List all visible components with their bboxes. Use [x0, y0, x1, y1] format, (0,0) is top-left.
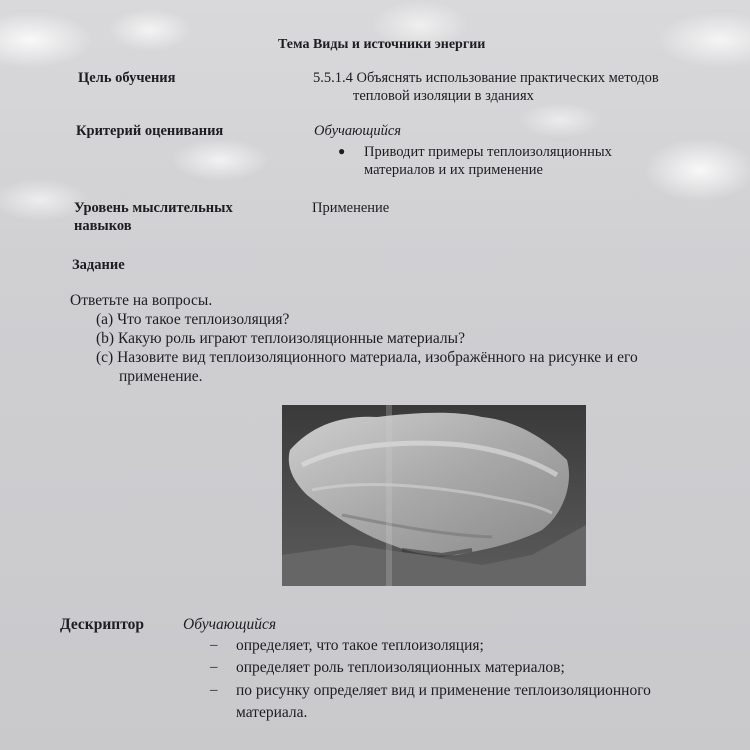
thinking-level-label-line2: навыков [74, 218, 132, 234]
question-c-line2: применение. [119, 368, 203, 385]
descriptor-item-3-line2: материала. [236, 704, 308, 721]
dash-icon: – [210, 682, 218, 698]
question-a: (a) Что такое теплоизоляция? [96, 311, 290, 328]
bullet-icon: ● [338, 144, 346, 158]
criterion-item-line2: материалов и их применение [364, 162, 543, 178]
insulation-material-photo [282, 405, 586, 586]
topic-title: Тема Виды и источники энергии [278, 37, 486, 52]
dash-icon: – [210, 659, 218, 675]
descriptor-item-1: определяет, что такое теплоизоляция; [236, 637, 484, 654]
descriptor-subject: Обучающийся [183, 616, 277, 633]
learning-goal-text-line2: тепловой изоляции в зданиях [353, 88, 534, 104]
criterion-item-line1: Приводит примеры теплоизоляционных [364, 144, 612, 160]
learning-goal-text-line1: 5.5.1.4 Объяснять использование практических методов [313, 70, 659, 86]
thinking-level-value: Применение [312, 200, 390, 216]
criterion-subject: Обучающийся [314, 123, 402, 139]
question-c-line1: (c) Назовите вид теплоизоляционного материала, изображённого на рисунке и его [96, 349, 638, 366]
question-b: (b) Какую роль играют теплоизоляционные материалы? [96, 330, 465, 347]
descriptor-label: Дескриптор [60, 616, 144, 633]
descriptor-item-2: определяет роль теплоизоляционных материалов; [236, 659, 565, 676]
task-intro: Ответьте на вопросы. [70, 292, 213, 309]
dash-icon: – [210, 637, 218, 653]
descriptor-item-3-line1: по рисунку определяет вид и применение теплоизоляционного [236, 682, 651, 699]
task-heading: Задание [72, 257, 125, 273]
criterion-label: Критерий оценивания [76, 123, 224, 139]
learning-goal-label: Цель обучения [78, 70, 176, 86]
thinking-level-label-line1: Уровень мыслительных [74, 200, 233, 216]
